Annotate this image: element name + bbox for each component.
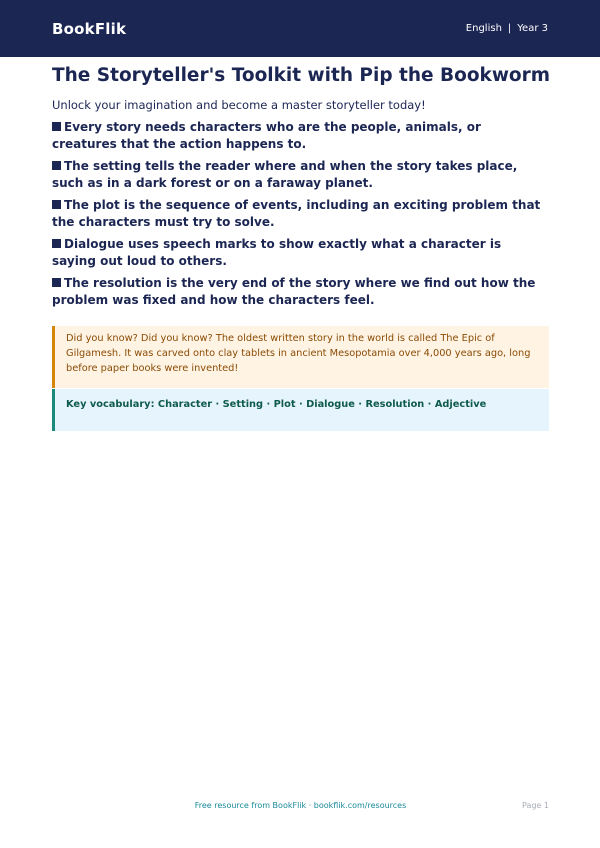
list-item-text: The plot is the sequence of events, including an exciting problem that the characters must try to solve.	[52, 198, 541, 229]
site-header	[0, 0, 600, 57]
year-label: Year 3	[517, 23, 548, 34]
header-meta	[466, 23, 548, 34]
list-item	[52, 158, 549, 192]
square-bullet-icon	[52, 122, 61, 131]
list-item	[52, 119, 549, 153]
footer-link[interactable]: Free resource from BookFlik · bookflik.com/resources	[194, 801, 407, 810]
key-vocabulary-box: Key vocabulary: Character · Setting · Plot · Dialogue · Resolution · Adjective	[52, 389, 549, 431]
list-item-text: Every story needs characters who are the people, animals, or creatures that the action happens to.	[52, 120, 481, 151]
list-item	[52, 197, 549, 231]
list-item-text: The setting tells the reader where and when the story takes place, such as in a dark forest or on a faraway planet.	[52, 159, 518, 190]
list-item	[52, 236, 549, 270]
list-item-text: The resolution is the very end of the story where we find out how the problem was fixed and how the characters feel.	[52, 276, 536, 307]
page-title: The Storyteller's Toolkit with Pip the Bookworm	[52, 65, 551, 86]
did-you-know-callout: Did you know? Did you know? The oldest written story in the world is called The Epic of Gilgamesh. It was carved onto clay tablets in ancient Mesopotamia over 4,000 years ago, long before paper books were invented!	[52, 326, 549, 388]
list-item-text: Dialogue uses speech marks to show exactly what a character is saying out loud to others.	[52, 237, 502, 268]
square-bullet-icon	[52, 239, 61, 248]
subject-label: English	[465, 23, 502, 34]
main-content	[52, 63, 549, 431]
square-bullet-icon	[52, 278, 61, 287]
page-number: Page 1	[522, 801, 549, 810]
brand-logo[interactable]: BookFlik	[52, 19, 127, 38]
square-bullet-icon	[52, 200, 61, 209]
key-points-list	[52, 119, 549, 309]
square-bullet-icon	[52, 161, 61, 170]
page-subtitle: Unlock your imagination and become a master storyteller today!	[52, 98, 426, 112]
page-footer	[52, 801, 549, 815]
list-item	[52, 275, 549, 309]
meta-separator: |	[507, 23, 512, 34]
